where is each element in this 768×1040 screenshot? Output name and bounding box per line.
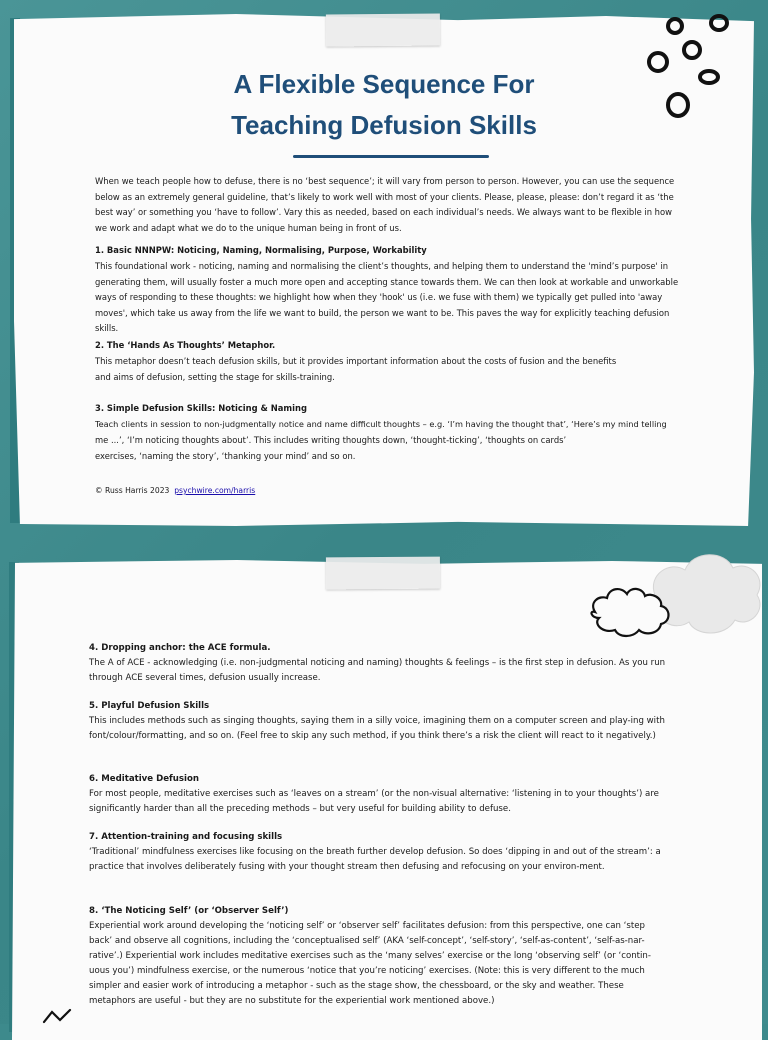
section-7-body: ‘Traditional’ mindfulness exercises like focusing on the breath further develop defusion. So does ‘dipping in and out of the stream’: a practice that involves deliberately fusing with your thought stream then defusing and refocusing on your environ-ment. [89, 847, 661, 872]
section-3-heading: 3. Simple Defusion Skills: Noticing & Naming [95, 403, 307, 413]
section-3-body-line3: exercises, ‘naming the story’, ‘thanking your mind’ and so on. [95, 451, 356, 461]
section-6-heading: 6. Meditative Defusion [89, 774, 199, 784]
section-1-body: This foundational work - noticing, naming and normalising the client’s thoughts, and helping them to understand the 'mind’s purpose' in generating them, will usually foster a much more open and accepting stance towards them. We can then look at workable and unworkable ways of responding to these thoughts: we highlight how when they 'hook' us (i.e. we fuse with them) we typically get pulled into 'away moves', which take us away from the life we want to build, the person we want to be. This paves the way for explicitly teaching defusion skills. [95, 261, 679, 333]
tape-bottom [326, 557, 440, 590]
page-title-line1: A Flexible Sequence For [233, 69, 535, 99]
section-4-heading: 4. Dropping anchor: the ACE formula. [89, 643, 271, 653]
section-8-body: Experiential work around developing the ‘noticing self’ or ‘observer self’ facilitates defusion: from this perspective, one can ‘step back’ and observe all cognitions, including the ‘conceptualised self’ (AKA ‘self-concept’, ‘self-story’, ‘self-as-content’, ‘self-as-nar-rative’.) Experiential work includes meditative exercises such as the ‘many selves’ exercise or the long ‘observing self’ (or ‘contin-uous you’) mindfulness exercise, or the numerous ‘notice that you’re noticing’ exercises. (Note: this is very different to the much simpler and easier work of introducing a metaphor - such as the stage show, the chessboard, or the sky and weather. These metaphors are useful - but they are no substitute for the experiential work mentioned above.) [89, 921, 651, 1006]
section-5-body: This includes methods such as singing thoughts, saying them in a silly voice, imagining them on a computer screen and play-ing with font/colour/formatting, and so on. (Feel free to skip any such method, if you think there’s a risk the client will react to it negatively.) [89, 716, 665, 741]
tape-top [326, 14, 440, 47]
section-4-body: The A of ACE - acknowledging (i.e. non-judgmental noticing and naming) thoughts & feelings – is the first step in defusion. As you run through ACE several times, defusion usually increase. [89, 658, 666, 683]
footer [95, 483, 255, 499]
section-2-body-line1: This metaphor doesn’t teach defusion skills, but it provides important information about the costs of fusion and the benefits [95, 356, 617, 366]
section-3-body-line2: me ...’, ‘I’m noticing thoughts about’. This includes writing thoughts down, ‘thought-ticking’, ‘thoughts on cards’ [95, 435, 567, 445]
section-5-heading: 5. Playful Defusion Skills [89, 701, 210, 711]
section-6-body: For most people, meditative exercises such as ‘leaves on a stream’ (or the non-visual alternative: ‘listening in to your thoughts’) are significantly harder than all the preceding methods – but very useful for building ability to defuse. [89, 789, 659, 814]
section-1-heading: 1. Basic NNNPW: Noticing, Naming, Normalising, Purpose, Workability [95, 245, 427, 255]
section-2-body-line2: and aims of defusion, setting the stage for skills-training. [95, 372, 335, 382]
cloud-doodle-icon [585, 540, 768, 650]
section-8-heading: 8. ‘The Noticing Self’ (or ‘Observer Self’) [89, 906, 289, 916]
psychwire-link[interactable]: psychwire.com/harris [174, 486, 256, 495]
section-2-heading: 2. The ‘Hands As Thoughts’ Metaphor. [95, 340, 276, 350]
title-underline [293, 155, 489, 158]
section-7-heading: 7. Attention-training and focusing skills [89, 832, 283, 842]
section-3-body-line1: Teach clients in session to non-judgmentally notice and name difficult thoughts – e.g. ‘I’m having the thought that’, ‘Here’s my mind telling [95, 419, 667, 429]
star-doodle-icon [40, 1008, 80, 1024]
intro-paragraph: When we teach people how to defuse, there is no ‘best sequence’; it will vary from person to person. However, you can use the sequence below as an extremely general guideline, that’s likely to work well with most of your clients. Please, please, please: don’t regard it as ‘the best way’ or something you ‘have to follow’. Vary this as needed, based on each individual’s needs. We always want to be flexible in how we work and adapt what we do to the unique human being in front of us. [95, 176, 675, 233]
page-title-line2: Teaching Defusion Skills [231, 110, 537, 140]
copyright-text: © Russ Harris 2023 [95, 486, 170, 495]
